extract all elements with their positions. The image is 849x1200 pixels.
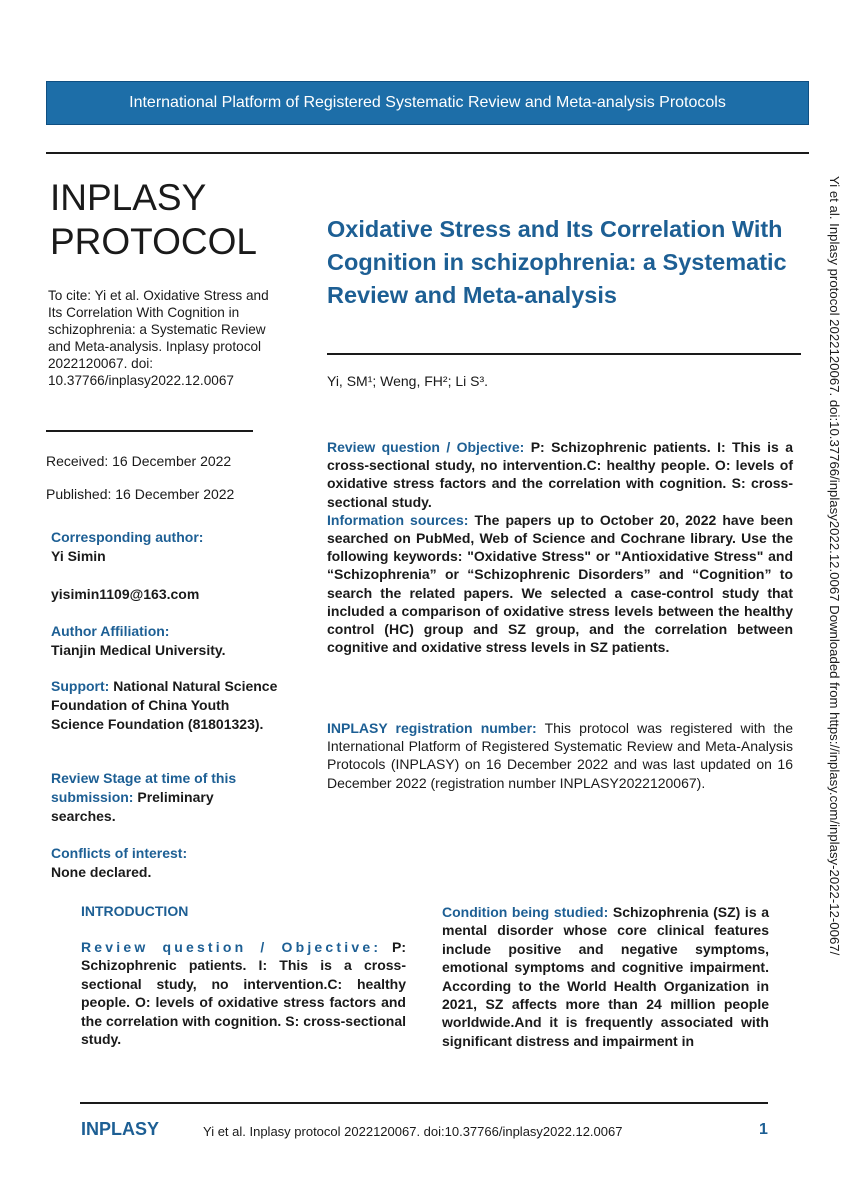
protocol-label-line1: INPLASY	[50, 177, 207, 218]
conflicts-value: None declared.	[51, 864, 152, 880]
intro-review-question-label: Review question / Objective:	[81, 939, 382, 955]
review-stage-label: Review Stage at time of this submission:	[51, 770, 237, 805]
affiliation-label: Author Affiliation:	[51, 623, 170, 639]
support-value: National Natural Science Foundation of China Youth Science Foundation (81801323).	[51, 678, 278, 732]
footer-brand: INPLASY	[81, 1119, 160, 1139]
page-number: 1	[759, 1121, 768, 1138]
footer-citation: Yi et al. Inplasy protocol 2022120067. doi:10.37766/inplasy2022.12.0067	[203, 1124, 623, 1139]
top-divider	[46, 152, 809, 154]
title-divider	[327, 353, 801, 355]
corresponding-author-label: Corresponding author:	[51, 529, 204, 545]
review-question-label: Review question / Objective:	[327, 439, 525, 455]
author-list: Yi, SM¹; Weng, FH²; Li S³.	[327, 373, 489, 389]
header-banner: International Platform of Registered Systematic Review and Meta-analysis Protocols	[46, 81, 809, 125]
affiliation-value: Tianjin Medical University.	[51, 642, 226, 658]
affiliation-block	[51, 622, 281, 660]
condition-label: Condition being studied:	[442, 904, 609, 920]
received-date: Received: 16 December 2022	[46, 453, 232, 469]
author-email: yisimin1109@163.com	[51, 586, 200, 602]
citation-text: To cite: Yi et al. Oxidative Stress and Its Correlation With Cognition in schizophrenia: a Systematic Review and Meta-analysis. Inplasy protocol 2022120067. doi: 10.37766/inplasy2022.12.0067	[48, 288, 269, 388]
protocol-label	[50, 176, 310, 264]
information-sources-label: Information sources:	[327, 511, 469, 528]
registration-text: This protocol was registered with the International Platform of Registered Systematic Review and Meta-Analysis Protocols (INPLASY) on 16 December 2022 and was last updated on 16 December 2022 (registration number INPLASY2022120067).	[327, 720, 794, 791]
registration-block	[327, 719, 793, 792]
paper-title: Oxidative Stress and Its Correlation With Cognition in schizophrenia: a Systematic Review and Meta-analysis	[327, 216, 787, 308]
conflicts-block	[51, 844, 281, 882]
condition-block	[442, 903, 769, 1050]
introduction-heading: INTRODUCTION	[81, 903, 189, 919]
review-stage-value: Preliminary searches.	[51, 789, 214, 824]
registration-label: INPLASY registration number:	[327, 720, 537, 736]
information-sources-text: The papers up to October 20, 2022 have been searched on PubMed, Web of Science and Cochrane library. Use the following keywords: "Oxidative Stress" or "Antioxidative Stress" and “Schizophrenia” or “Schizophrenic Disorders” and “Cognition” to search the related papers. We selected a case-control study that included a comparison of oxidative stress levels between the healthy control (HC) group and SZ group, and the correlation between cognitive and oxidative stress levels in SZ patients.	[327, 511, 794, 656]
published-date: Published: 16 December 2022	[46, 486, 235, 502]
abstract-block	[327, 438, 793, 656]
conflicts-label: Conflicts of interest:	[51, 845, 188, 861]
condition-text: Schizophrenia (SZ) is a mental disorder whose core clinical features include positive and negative symptoms, emotional symptoms and cognitive impairment. According to the World Health Organization in 2021, SZ affects more than 24 million people worldwide.And it is frequently associated with significant distress and impairment in	[442, 904, 769, 1049]
support-block	[51, 677, 281, 734]
protocol-label-line2: PROTOCOL	[50, 221, 257, 262]
corresponding-author-name: Yi Simin	[51, 548, 106, 564]
intro-review-question-text: P: Schizophrenic patients. I: This is a cross-sectional study, no intervention.C: healthy people. O: levels of oxidative stress factors and the correlation with cognition. S: cross-sectional study.	[81, 939, 406, 1048]
support-label: Support:	[51, 678, 110, 694]
download-watermark: Yi et al. Inplasy protocol 2022120067. doi:10.37766/inplasy2022.12.0067 Downloaded from https://inplasy.com/inplasy-2022-12-0067/	[827, 176, 842, 956]
left-divider	[46, 430, 253, 432]
intro-review-question	[81, 938, 406, 1048]
review-stage-block	[51, 769, 281, 826]
corresponding-author-block	[51, 528, 281, 566]
review-question-text: P: Schizophrenic patients. I: This is a cross-sectional study, no intervention.C: healthy people. O: levels of oxidative stress factors and the correlation with cognition. S: cross-sectional study.	[327, 439, 794, 510]
footer-divider	[80, 1102, 768, 1104]
